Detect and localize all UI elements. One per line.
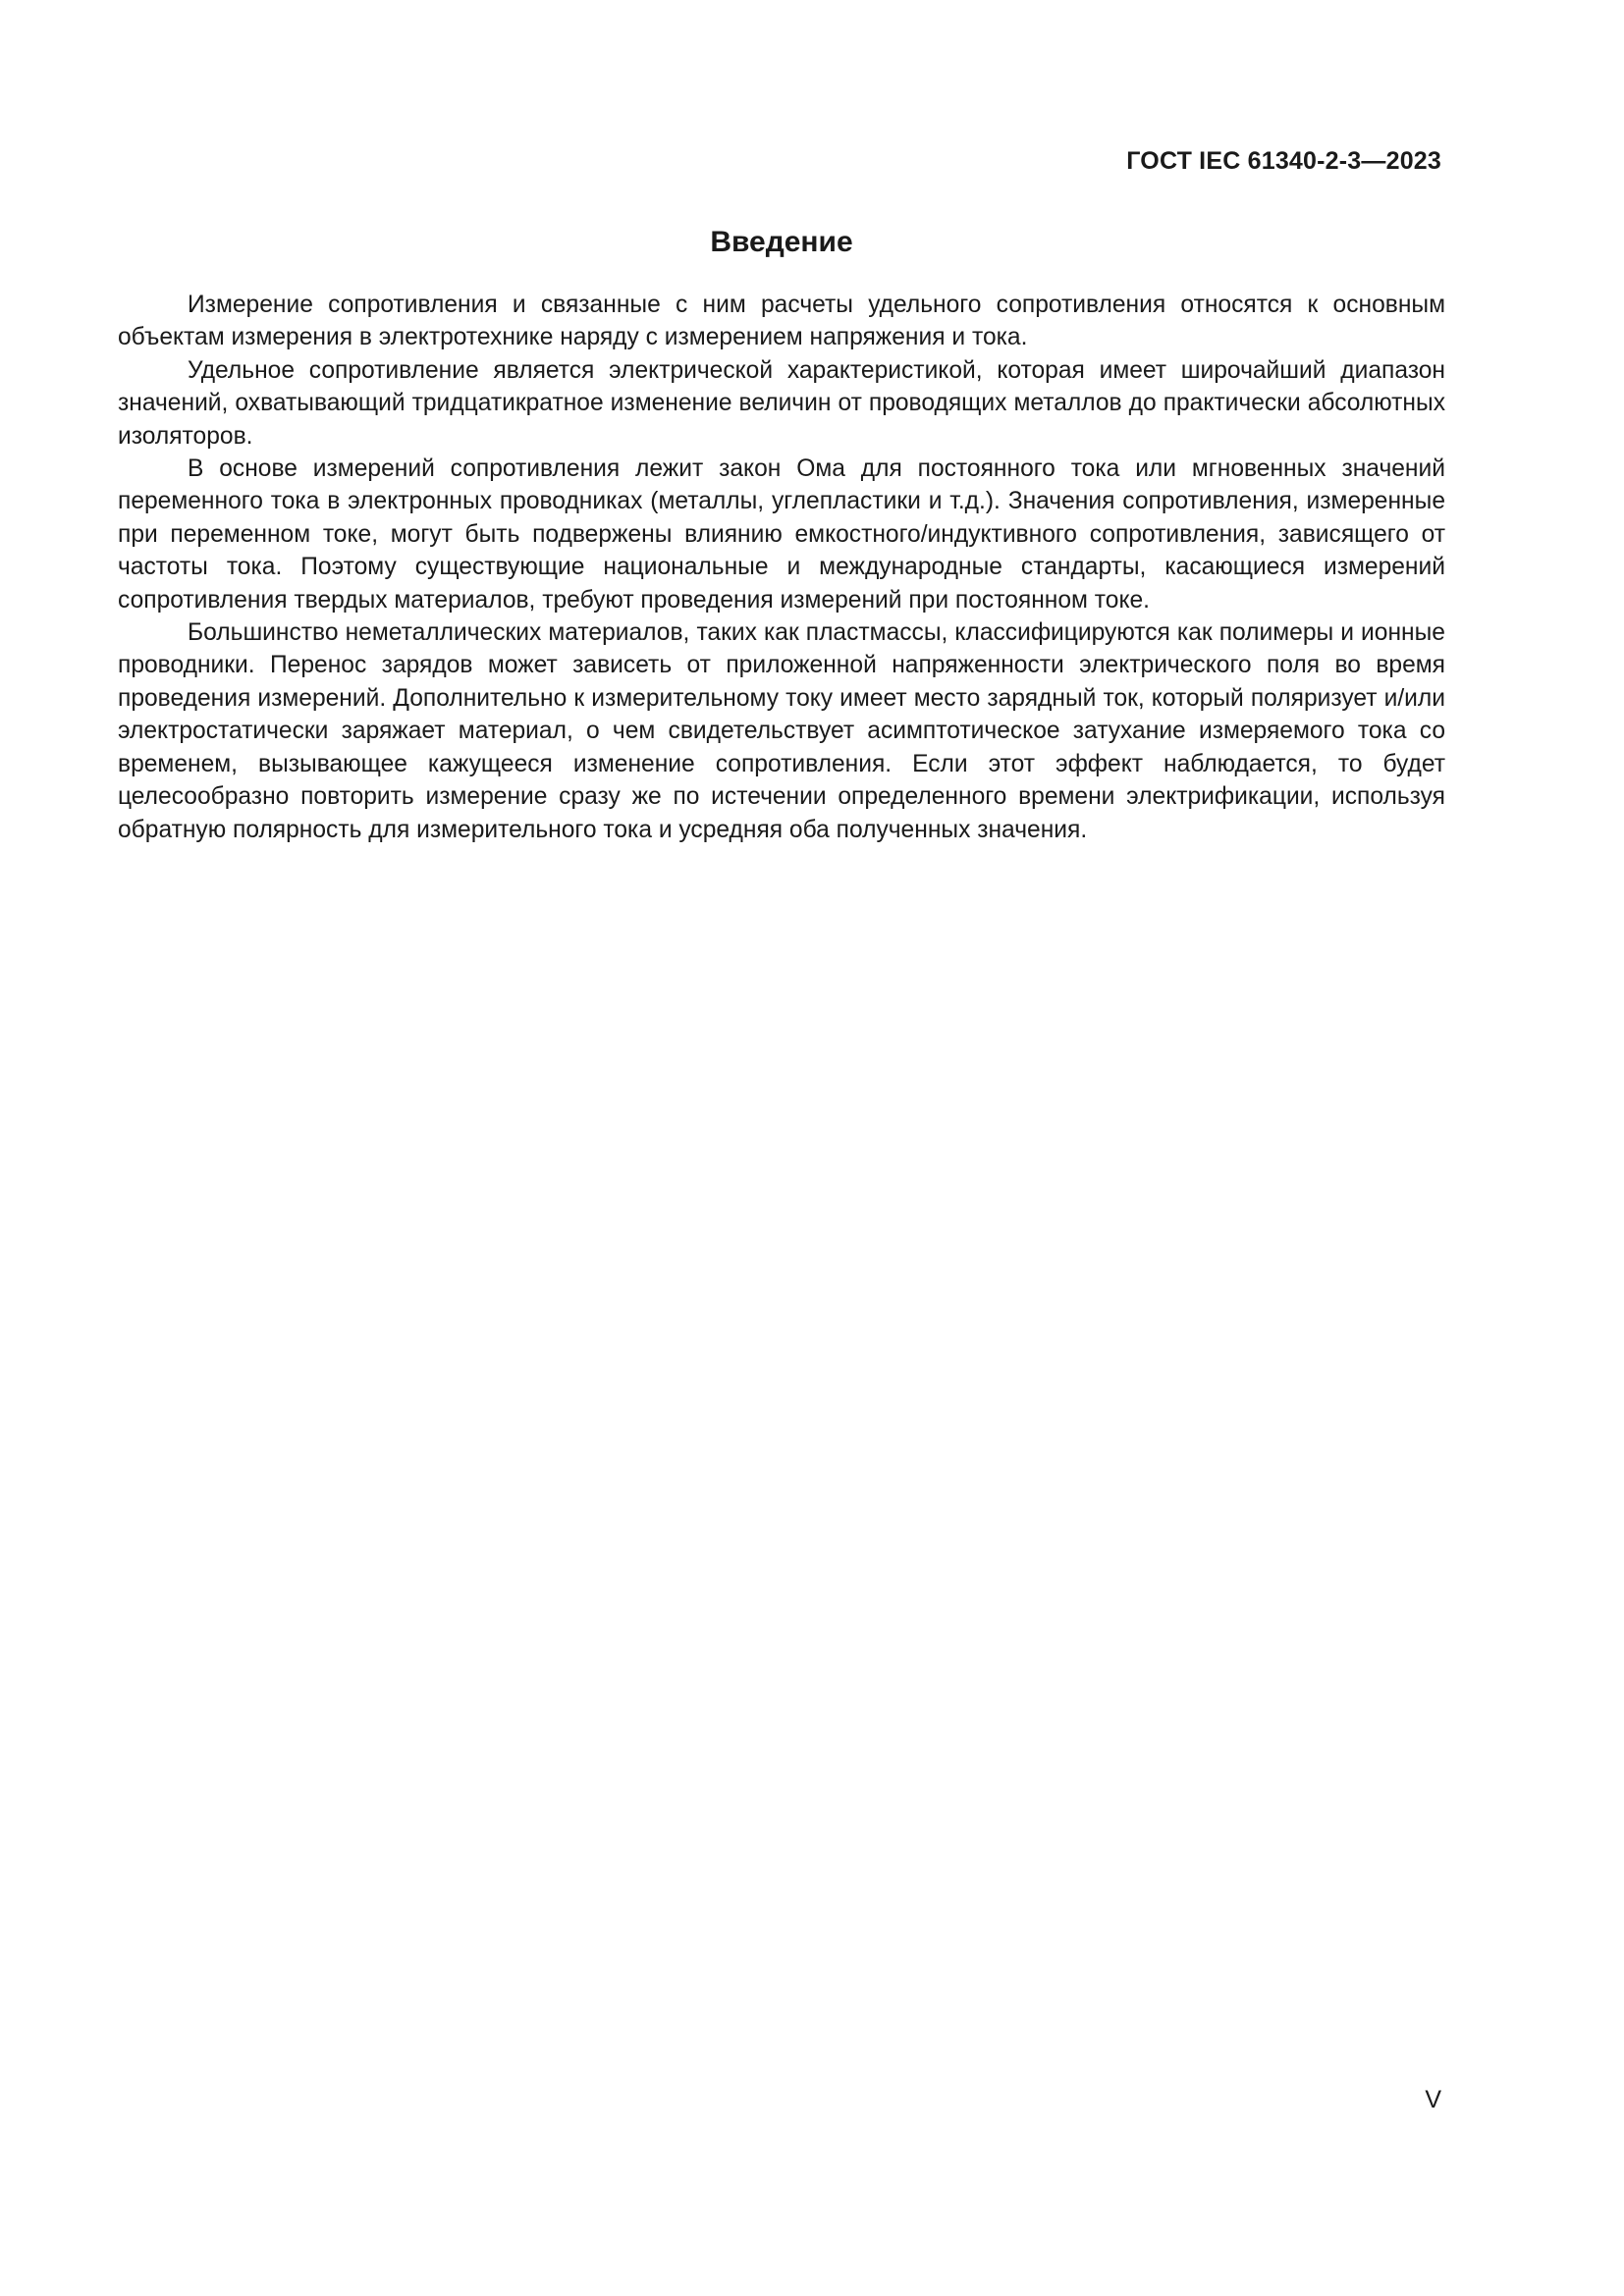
section-body — [118, 289, 1445, 846]
section-title: Введение — [710, 226, 853, 258]
paragraph-1: Измерение сопротивления и связанные с ним расчеты удельного сопротивления относятся к основным объектам измерения в электротехнике наряду с измерением напряжения и тока. — [118, 292, 1445, 351]
page-number: V — [1425, 2086, 1441, 2113]
paragraph-2: Удельное сопротивление является электрической характеристикой, которая имеет широчайший диапазон значений, охватывающий тридцатикратное изменение величин от проводящих металлов до практически абсолютных изоляторов. — [118, 356, 1445, 450]
standard-code-header: ГОСТ IEC 61340-2-3—2023 — [1126, 147, 1441, 175]
paragraph-4: Большинство неметаллических материалов, таких как пластмассы, классифицируются как полимеры и ионные проводники. Перенос зарядов может зависеть от приложенной напряженности электрического поля во время проведения измерений. Дополнительно к измерительному току имеет место зарядный ток, который поляризует и/или электростатически заряжает материал, о чем свидетельствует асимптотическое затухание измеряемого тока со временем, вызывающее кажущееся изменение сопротивления. Если этот эффект наблюдается, то будет целесообразно повторить измерение сразу же по истечении определенного времени электрификации, используя обратную полярность для измерительного тока и усредняя оба полученных значения. — [118, 619, 1445, 843]
paragraph-3: В основе измерений сопротивления лежит закон Ома для постоянного тока или мгновенных значений переменного тока в электронных проводниках (металлы, углепластики и т.д.). Значения сопротивления, измеренные при переменном токе, могут быть подвержены влиянию емкостного/индуктивного сопротивления, зависящего от частоты тока. Поэтому существующие национальные и международные стандарты, касающиеся измерений сопротивления твердых материалов, требуют проведения измерений при постоянном токе. — [118, 455, 1445, 614]
